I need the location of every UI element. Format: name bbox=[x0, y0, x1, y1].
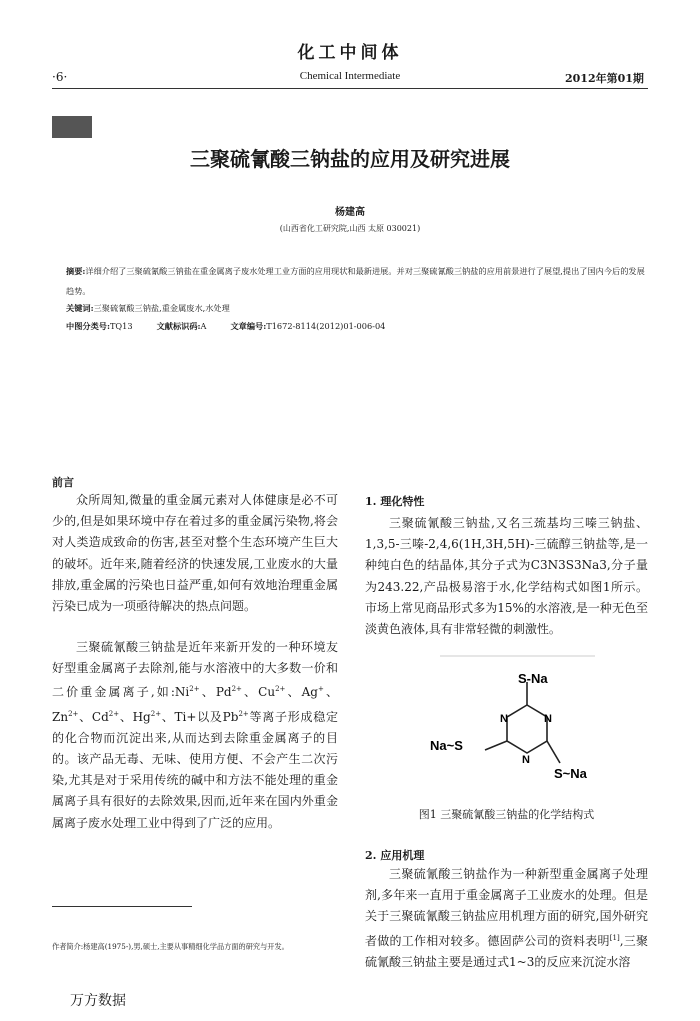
structure-diagram bbox=[430, 650, 600, 800]
ring-nitrogen-1: N bbox=[500, 713, 508, 725]
article-number: 文章编号:T1672-8114(2012)01-006-04 bbox=[230, 321, 386, 331]
journal-english-title: Chemical Intermediate bbox=[299, 70, 401, 82]
page-number: ·6· bbox=[52, 70, 68, 84]
footnote-rule bbox=[52, 906, 192, 907]
abstract bbox=[66, 261, 646, 301]
ring-nitrogen-2: N bbox=[544, 713, 552, 725]
classification-codes bbox=[66, 321, 385, 332]
header-rule bbox=[52, 88, 648, 89]
preface-paragraph-1: 众所周知,微量的重金属元素对人体健康是必不可少的,但是如果环境中存在着过多的重金属污染物,将会对人类造成致命的伤害,甚至对整个生态环境产生巨大的破坏。近年来,随着经济的快速发展,工业废水的大量排放,重金属的污染也日益严重,如何有效地治理重金属污染已成为一项亟待解决的热点问题。 bbox=[52, 493, 338, 614]
clc-code: 中图分类号:TQ13 bbox=[66, 321, 133, 331]
section-1-heading: 1. 理化特性 bbox=[365, 495, 425, 508]
preface-heading: 前言 bbox=[52, 476, 74, 489]
column-tag-box bbox=[52, 116, 92, 138]
abstract-label: 摘要: bbox=[66, 266, 86, 276]
journal-title: 化工中间体 bbox=[297, 43, 403, 63]
section-1-paragraph: 三聚硫氰酸三钠盐,又名三巯基均三嗪三钠盐、1,3,5-三嗪-2,4,6(1H,3H,5H)-三硫醇三钠盐等,是一种纯白色的结晶体,其分子式为C3N3S3Na3,分子量为243.22,产品极易溶于水,化学结构式如图1所示。市场上常见商品形式多为15%的水溶液,是一种无色至淡黄色液体,具有非常轻微的刺激性。 bbox=[365, 516, 648, 637]
author-footnote: 作者简介:杨建高(1975-),男,硕士,主要从事精细化学品方面的研究与开发。 bbox=[52, 942, 289, 951]
keywords-label: 关键词: bbox=[66, 303, 94, 313]
figure-caption: 图1 三聚硫氰酸三钠盐的化学结构式 bbox=[418, 808, 595, 821]
keywords-text: 三聚硫氰酸三钠盐,重金属废水,水处理 bbox=[93, 303, 230, 313]
abstract-text: 详细介绍了三聚硫氰酸三钠盐在重金属离子废水处理工业方面的应用现状和最新进展。并对三聚硫氰酸三钠盐的应用前景进行了展望,提出了国内今后的发展趋势。 bbox=[66, 266, 645, 296]
preface-paragraph-2: 三聚硫氰酸三钠盐是近年来新开发的一种环境友好型重金属离子去除剂,能与水溶液中的大多数一价和二价重金属离子,如$:Ni^{2+}$、$Pd^{2+}$、$Cu^{2+}$、Ag+、$Zn^{2+}$、$Cd^{2+}$、$Hg^{2+}$、Ti+以及$Pb^{2+}$等离子形成稳定的化合物而沉淀出来,从而达到去除重金属离子的目的。该产品无毒、无味、使用方便、不会产生二次污染,尤其是对于采用传统的碱中和方法不能处理的重金属离子具有很好的去除效果,因而,近年来在国内外重金属离子废水处理工业中得到了广泛的应用。 bbox=[52, 640, 338, 830]
author: 杨建高 bbox=[335, 207, 365, 218]
affiliation: (山西省化工研究院,山西 太原 030021) bbox=[279, 224, 421, 233]
document-code: 文献标识码:A bbox=[156, 321, 207, 331]
triazine-ring bbox=[507, 705, 547, 753]
section-2-heading: 2. 应用机理 bbox=[365, 849, 425, 862]
bottom-s-na-label: S~Na bbox=[554, 766, 587, 781]
watermark: 万方数据 bbox=[70, 993, 126, 1009]
issue-label: 2012年第01期 bbox=[565, 72, 644, 85]
article-title: 三聚硫氰酸三钠盐的应用及研究进展 bbox=[190, 147, 510, 171]
ring-nitrogen-3: N bbox=[522, 754, 530, 766]
left-na-s-label: Na~S bbox=[430, 738, 463, 753]
keywords bbox=[66, 303, 230, 314]
section-2-paragraph: 三聚硫氰酸三钠盐作为一种新型重金属离子处理剂,多年来一直用于重金属离子工业废水的处理。但是关于三聚硫氰酸三钠盐应用机理方面的研究,国外研究者做的工作相对较多。德固萨公司的资料表明[1],三聚硫氰酸三钠盐主要是通过式1~3的反应来沉淀水溶 bbox=[365, 867, 648, 969]
top-s-na-label: S-Na bbox=[518, 671, 548, 686]
